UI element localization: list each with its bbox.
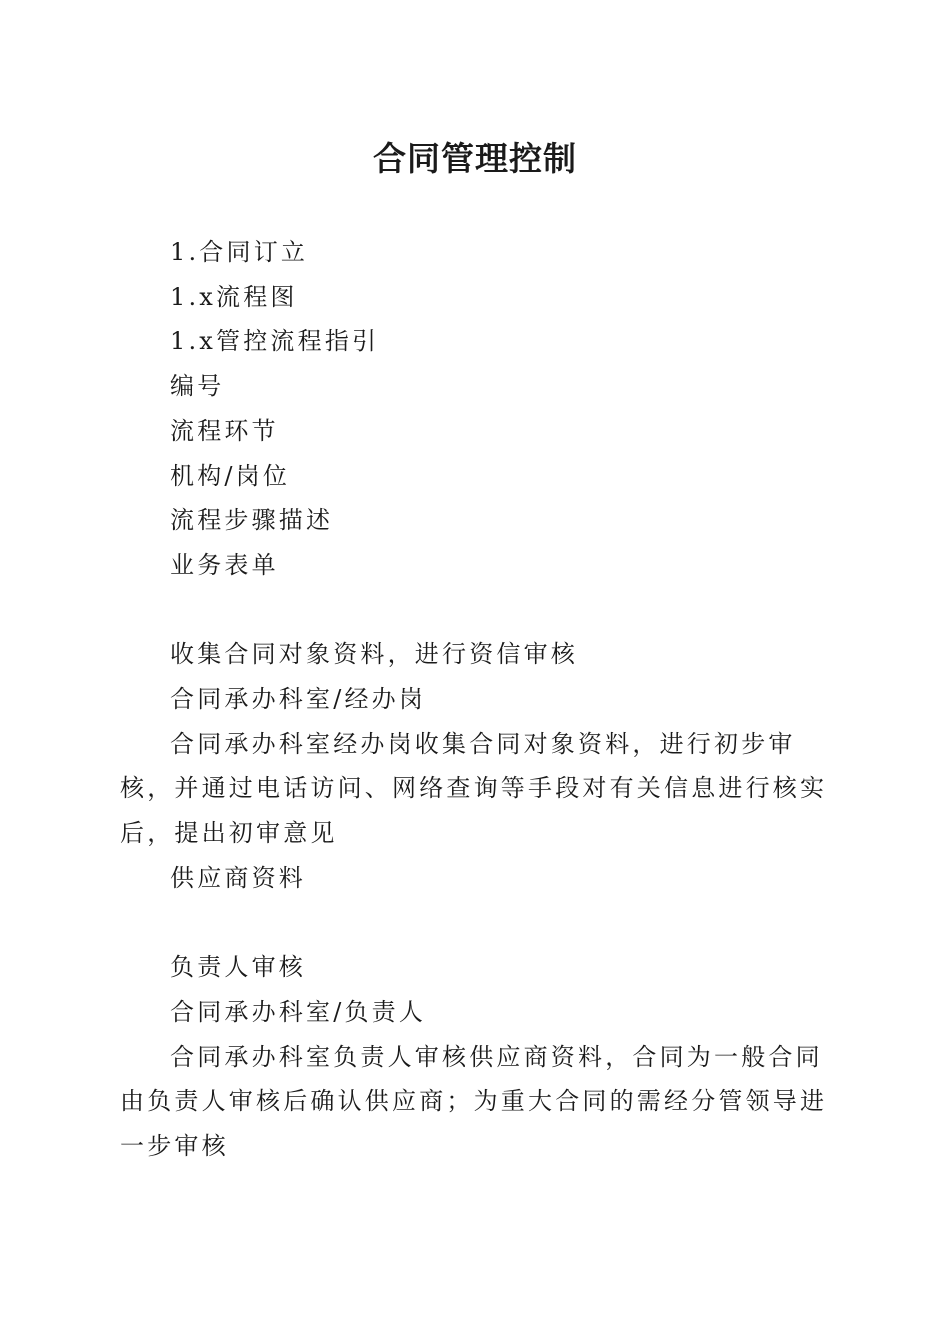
column-label-number: 编号 (170, 372, 225, 401)
section1-description: 合同承办科室经办岗收集合同对象资料，进行初步审核，并通过电话访问、网络查询等手段对有关信息进行核实后，提出初审意见 (120, 729, 828, 848)
column-label-org-position: 机构/岗位 (170, 461, 291, 490)
heading-contract-signing: 1.合同订立 (170, 238, 309, 266)
section1-role: 合同承办科室/经办岗 (170, 685, 427, 714)
section2-description: 合同承办科室负责人审核供应商资料，合同为一般合同由负责人审核后确认供应商；为重大合同的需经分管领导进一步审核 (120, 1042, 828, 1161)
section1-step: 收集合同对象资料，进行资信审核 (170, 640, 578, 669)
document-body (120, 230, 830, 1169)
heading-flowchart: 1.x流程图 (170, 282, 298, 311)
section1-form: 供应商资料 (170, 863, 306, 892)
spacer (120, 901, 830, 946)
spacer (120, 588, 830, 633)
column-label-step-description: 流程步骤描述 (170, 506, 334, 535)
column-label-business-form: 业务表单 (170, 550, 279, 579)
section2-step: 负责人审核 (170, 953, 306, 982)
section2-role: 合同承办科室/负责人 (170, 997, 427, 1026)
document-title: 合同管理控制 (373, 139, 577, 178)
column-label-process-step: 流程环节 (170, 416, 279, 445)
heading-process-guide: 1.x管控流程指引 (170, 327, 380, 356)
